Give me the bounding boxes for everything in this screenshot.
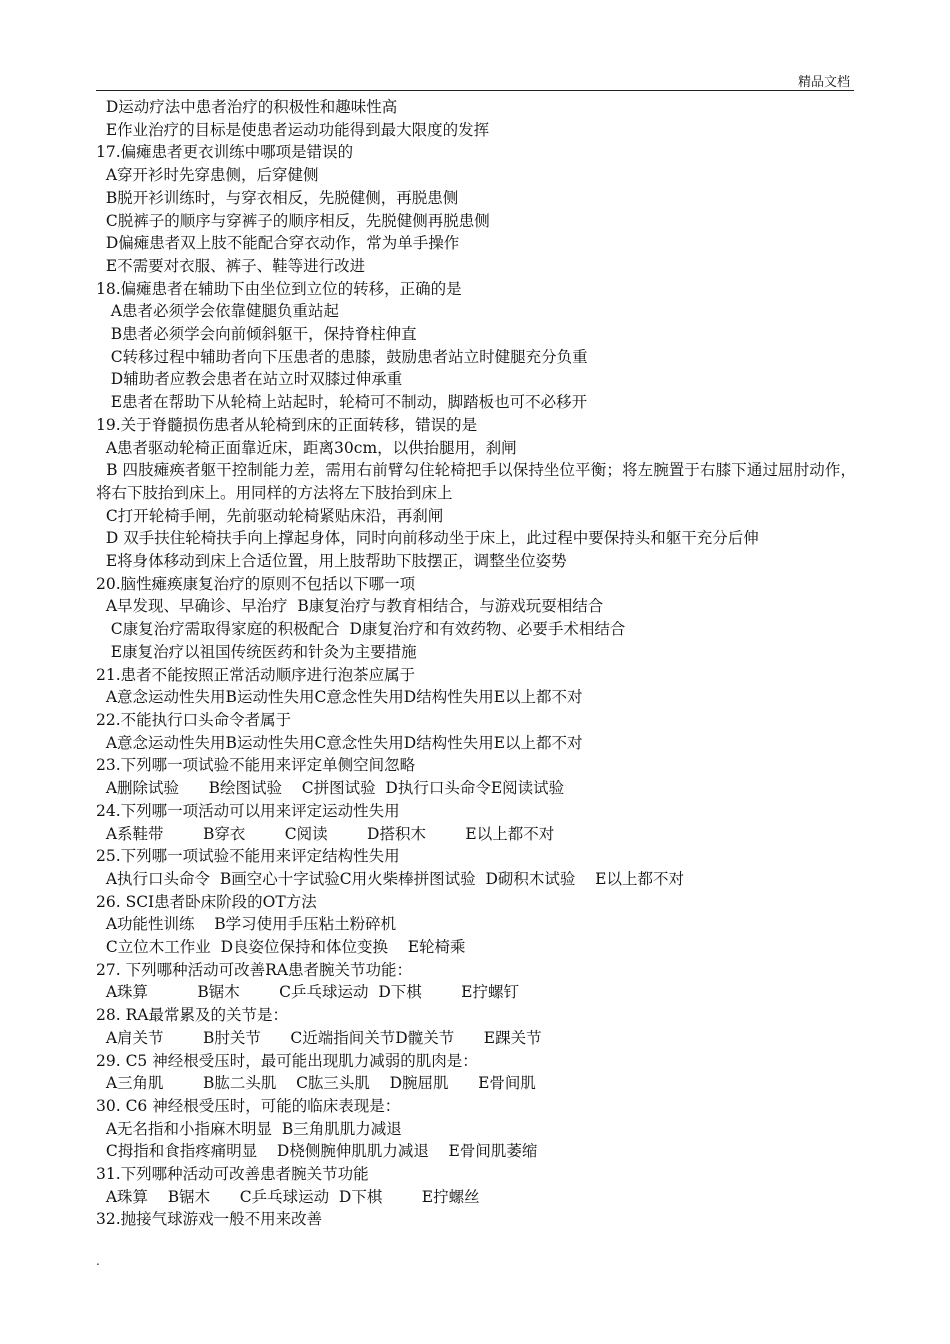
question-28: 28. RA最常累及的关节是： <box>96 1006 288 1025</box>
option-line: B脱开衫训练时，与穿衣相反，先脱健侧，再脱患侧 <box>96 188 459 207</box>
question-22: 22.不能执行口头命令者属于 <box>96 710 292 729</box>
question-23: 23.下列哪一项试验不能用来评定单侧空间忽略 <box>96 756 416 775</box>
option-line: A意念运动性失用B运动性失用C意念性失用D结构性失用E以上都不对 <box>96 733 583 752</box>
option-line: A执行口头命令 B画空心十字试验C用火柴棒拼图试验 D砌积木试验 E以上都不对 <box>96 869 684 888</box>
page-header <box>96 68 854 91</box>
option-line: E将身体移动到床上合适位置，用上肢帮助下肢摆正，调整坐位姿势 <box>96 552 567 571</box>
option-line: A删除试验 B绘图试验 C拼图试验 D执行口头命令E阅读试验 <box>96 779 565 798</box>
text-line: E作业治疗的目标是使患者运动功能得到最大限度的发挥 <box>96 120 490 139</box>
footer-mark: . <box>96 1254 100 1268</box>
question-25: 25.下列哪一项试验不能用来评定结构性失用 <box>96 847 400 866</box>
option-line: A功能性训练 B学习使用手压粘土粉碎机 <box>96 915 397 934</box>
question-31: 31.下列哪种活动可改善患者腕关节功能 <box>96 1165 369 1184</box>
option-line: A患者必须学会依靠健腿负重站起 <box>96 302 339 321</box>
text-line: D运动疗法中患者治疗的积极性和趣味性高 <box>96 98 398 116</box>
option-line: B患者必须学会向前倾斜躯干，保持脊柱伸直 <box>96 325 417 344</box>
question-17: 17.偏瘫患者更衣训练中哪项是错误的 <box>96 143 354 162</box>
option-line: E不需要对衣服、裤子、鞋等进行改进 <box>96 256 366 275</box>
question-27: 27. 下列哪种活动可改善RA患者腕关节功能： <box>96 960 412 979</box>
option-line: C转移过程中辅助者向下压患者的患膝，鼓励患者站立时健腿充分负重 <box>96 347 588 366</box>
option-line: A无名指和小指麻木明显 B三角肌肌力减退 <box>96 1119 402 1138</box>
option-line: A系鞋带 B穿衣 C阅读 D搭积木 E以上都不对 <box>96 824 555 843</box>
option-line: A患者驱动轮椅正面靠近床，距离30cm，以供抬腿用，刹闸 <box>96 438 517 457</box>
question-26: 26. SCI患者卧床阶段的OT方法 <box>96 892 317 911</box>
option-line: E患者在帮助下从轮椅上站起时，轮椅可不制动，脚踏板也可不必移开 <box>96 393 588 412</box>
option-line: D偏瘫患者双上肢不能配合穿衣动作，常为单手操作 <box>96 234 460 253</box>
option-line: C康复治疗需取得家庭的积极配合 D康复治疗和有效药物、必要手术相结合 <box>96 620 626 639</box>
option-line: A穿开衫时先穿患侧，后穿健侧 <box>96 166 319 185</box>
option-line: C打开轮椅手闸，先前驱动轮椅紧贴床沿，再刹闸 <box>96 506 444 525</box>
option-line: B 四肢瘫痪者躯干控制能力差，需用右前臂勾住轮椅把手以保持坐位平衡；将左腕置于右膝下通过屈肘动作，将右下肢抬到床上。用同样的方法将左下肢抬到床上 <box>96 461 856 502</box>
question-24: 24.下列哪一项活动可以用来评定运动性失用 <box>96 801 400 820</box>
question-19: 19.关于脊髓损伤患者从轮椅到床的正面转移，错误的是 <box>96 415 478 434</box>
option-line: C拇指和食指疼痛明显 D桡侧腕伸肌肌力减退 E骨间肌萎缩 <box>96 1142 538 1161</box>
option-line: A肩关节 B肘关节 C近端指间关节D髋关节 E踝关节 <box>96 1028 542 1047</box>
document-body <box>96 96 856 1231</box>
option-line: A三角肌 B肱二头肌 C肱三头肌 D腕屈肌 E骨间肌 <box>96 1074 536 1093</box>
question-30: 30. C6 神经根受压时，可能的临床表现是： <box>96 1096 401 1115</box>
question-21: 21.患者不能按照正常活动顺序进行泡茶应属于 <box>96 665 416 684</box>
question-20: 20.脑性瘫痪康复治疗的原则不包括以下哪一项 <box>96 574 416 593</box>
option-line: C立位木工作业 D良姿位保持和体位变换 E轮椅乘 <box>96 938 466 957</box>
option-line: C脱裤子的顺序与穿裤子的顺序相反，先脱健侧再脱患侧 <box>96 211 490 230</box>
option-line: A珠算 B锯木 C乒乓球运动 D下棋 E拧螺钉 <box>96 983 519 1002</box>
option-line: A意念运动性失用B运动性失用C意念性失用D结构性失用E以上都不对 <box>96 688 583 707</box>
question-32: 32.抛接气球游戏一般不用来改善 <box>96 1210 323 1229</box>
option-line: A珠算 B锯木 C乒乓球运动 D下棋 E拧螺丝 <box>96 1187 480 1206</box>
question-29: 29. C5 神经根受压时，最可能出现肌力减弱的肌肉是： <box>96 1051 478 1070</box>
option-line: A早发现、早确诊、早治疗 B康复治疗与教育相结合，与游戏玩耍相结合 <box>96 597 604 616</box>
option-line: D辅助者应教会患者在站立时双膝过伸承重 <box>96 370 403 389</box>
header-label: 精品文档 <box>797 75 850 90</box>
question-18: 18.偏瘫患者在辅助下由坐位到立位的转移，正确的是 <box>96 279 462 298</box>
option-line: E康复治疗以祖国传统医药和针灸为主要措施 <box>96 642 417 661</box>
option-line: D 双手扶住轮椅扶手向上撑起身体，同时向前移动坐于床上，此过程中要保持头和躯干充分后伸 <box>96 529 759 548</box>
